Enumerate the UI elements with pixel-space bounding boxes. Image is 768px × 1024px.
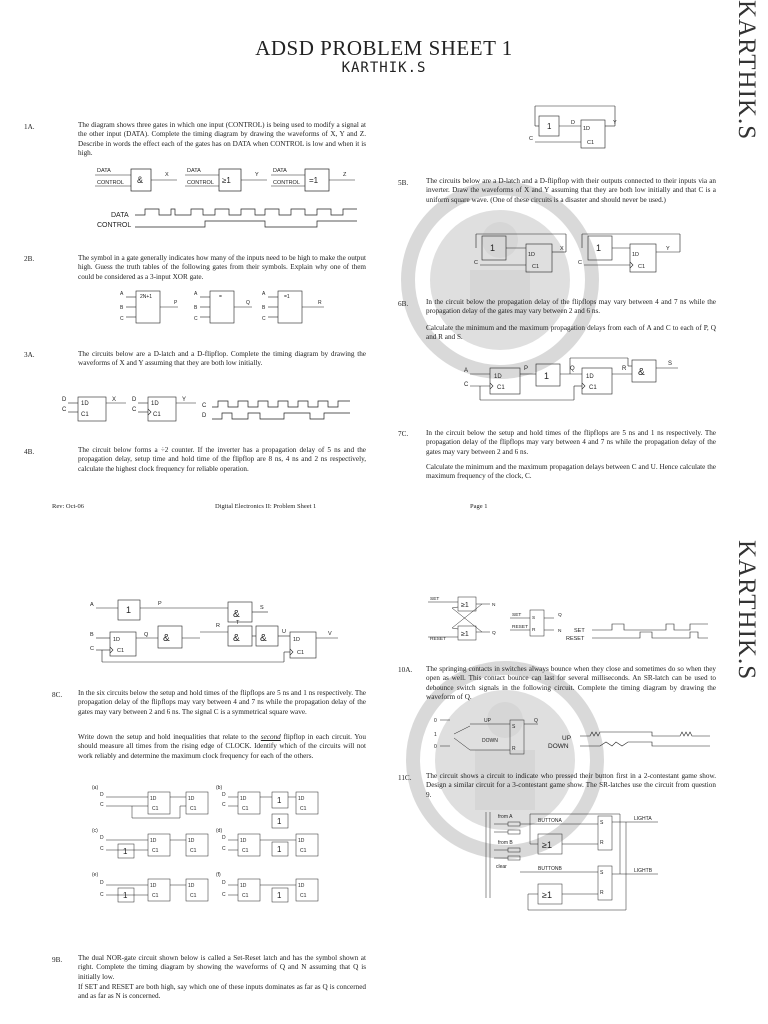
svg-text:≥1: ≥1 — [542, 890, 552, 900]
svg-text:R: R — [512, 746, 516, 752]
q5b-number: 5B. — [398, 179, 409, 187]
svg-text:≥1: ≥1 — [542, 840, 552, 850]
svg-text:LIGHTA: LIGHTA — [634, 816, 652, 822]
svg-text:1: 1 — [434, 732, 437, 738]
q4b-number: 4B. — [24, 448, 35, 456]
svg-text:1D: 1D — [81, 401, 89, 407]
q3a-text: The circuits below are a D-latch and a D-flipflop. Complete the timing diagram by drawing the waveforms of X and Y assuming that they are both low initially. — [78, 350, 366, 368]
svg-text:LIGHTB: LIGHTB — [634, 868, 653, 874]
svg-text:D: D — [100, 792, 104, 798]
svg-text:C1: C1 — [589, 385, 597, 391]
svg-text:A: A — [90, 602, 94, 608]
footer-center: Digital Electronics II: Problem Sheet 1 — [215, 503, 317, 510]
svg-text:2N+1: 2N+1 — [140, 294, 153, 300]
svg-text:S: S — [600, 870, 604, 876]
svg-text:Y: Y — [182, 397, 187, 403]
svg-text:A: A — [262, 291, 266, 297]
svg-text:1D: 1D — [528, 252, 536, 258]
svg-text:C: C — [202, 403, 207, 409]
q8c-six-circuits — [92, 784, 332, 914]
svg-text:A: A — [464, 368, 469, 374]
svg-text:RESET: RESET — [566, 636, 585, 642]
svg-text:1D: 1D — [632, 252, 640, 258]
svg-text:1D: 1D — [298, 796, 305, 802]
svg-text:C1: C1 — [117, 648, 125, 654]
svg-text:BUTTONA: BUTTONA — [538, 818, 562, 824]
svg-text:C1: C1 — [300, 806, 307, 812]
xor-gate-symbol: =1 — [309, 176, 319, 185]
svg-text:1: 1 — [277, 796, 282, 805]
svg-text:0: 0 — [434, 744, 437, 750]
svg-text:C: C — [474, 260, 478, 266]
q8c-number: 8C. — [52, 691, 63, 699]
svg-text:RESET: RESET — [430, 637, 446, 642]
svg-text:1D: 1D — [583, 126, 591, 132]
q6b-text2: Calculate the minimum and the maximum propagation delays from each of A and C to each of P, Q and R and S. — [426, 324, 716, 342]
label-x: X — [165, 172, 169, 178]
svg-text:P: P — [174, 300, 178, 306]
svg-text:C1: C1 — [300, 848, 307, 854]
svg-text:≥1: ≥1 — [461, 602, 469, 609]
svg-text:C: C — [222, 892, 226, 898]
svg-text:C1: C1 — [153, 412, 161, 418]
q11c-game-show-diagram — [480, 808, 700, 918]
svg-text:R: R — [600, 890, 604, 896]
svg-text:C1: C1 — [297, 650, 305, 656]
svg-text:R: R — [622, 366, 627, 372]
svg-text:P: P — [524, 366, 529, 372]
svg-text:C: C — [529, 136, 533, 142]
svg-text:C: C — [120, 316, 124, 322]
svg-text:1D: 1D — [150, 883, 157, 889]
svg-text:SET: SET — [574, 628, 585, 634]
svg-text:S: S — [532, 616, 536, 621]
svg-text:C1: C1 — [638, 264, 646, 270]
svg-text:1: 1 — [277, 845, 282, 854]
svg-text:D: D — [62, 397, 67, 403]
svg-text:&: & — [260, 633, 267, 644]
svg-text:A: A — [120, 291, 124, 297]
svg-text:1D: 1D — [240, 883, 247, 889]
svg-text:S: S — [600, 820, 604, 826]
svg-text:T: T — [236, 620, 240, 626]
svg-text:D: D — [100, 835, 104, 841]
timing-label-data: DATA — [111, 212, 129, 219]
side-label-top: KARTHIK.S — [733, 0, 760, 141]
svg-text:BUTTONB: BUTTONB — [538, 866, 562, 872]
svg-text:N: N — [558, 629, 562, 634]
svg-text:C1: C1 — [190, 806, 197, 812]
svg-text:C1: C1 — [190, 893, 197, 899]
svg-text:Q: Q — [558, 613, 562, 618]
svg-text:1D: 1D — [188, 883, 195, 889]
svg-text:1D: 1D — [240, 796, 247, 802]
svg-text:=: = — [219, 294, 222, 300]
svg-text:V: V — [328, 631, 332, 637]
svg-text:C1: C1 — [300, 893, 307, 899]
svg-text:DOWN: DOWN — [482, 738, 498, 744]
svg-text:UP: UP — [484, 718, 491, 724]
q1a-text: The diagram shows three gates in which one input (CONTROL) is being used to modify a signal at the other input (DATA). Complete the timing diagram by drawing the waveforms of X, Y and Z. Describe in words the effect each of the gates has on DATA when CONTROL is low and when it is high. — [78, 121, 366, 158]
svg-text:1: 1 — [544, 371, 550, 381]
svg-text:C1: C1 — [81, 412, 89, 418]
svg-text:1D: 1D — [188, 838, 195, 844]
svg-text:1: 1 — [547, 122, 552, 131]
svg-text:D: D — [202, 413, 207, 419]
svg-text:B: B — [194, 305, 198, 311]
svg-text:C1: C1 — [242, 893, 249, 899]
svg-text:S: S — [668, 361, 673, 367]
q6b-text: In the circuit below the propagation delay of the flipflops may vary between 4 and 7 ns while the propagation delay of the gates may vary between 2 and 6 ns. — [426, 298, 716, 316]
svg-text:C: C — [100, 846, 104, 852]
q3a-diagram — [60, 393, 360, 425]
page-title: ADSD PROBLEM SHEET 1 — [255, 36, 513, 60]
college-seal-watermark — [400, 180, 600, 380]
svg-text:R: R — [318, 300, 322, 306]
svg-text:from A: from A — [498, 814, 513, 820]
q8c-text2: Write down the setup and hold inequalities that relate to the second flipflop in each circuit. You should measure all times from the rising edge of CLOCK. Identify which of the circuits will not work reliably and determine the maximum clock frequency for each of the others. — [78, 733, 366, 760]
svg-text:CONTROL: CONTROL — [187, 180, 214, 186]
q2b-number: 2B. — [24, 255, 35, 263]
q4b-text: The circuit below forms a ÷2 counter. If the inverter has a propagation delay of 5 ns and the propagation delay, setup time and hold time of the flipflop are 8 ns, 4 ns and 2 ns respectively, calculate the highest clock frequency for reliable operation. — [78, 446, 366, 473]
q6b-number: 6B. — [398, 300, 409, 308]
q6b-diagram — [460, 356, 690, 406]
svg-text:X: X — [560, 246, 564, 252]
svg-text:C: C — [62, 407, 67, 413]
svg-text:D: D — [222, 792, 226, 798]
svg-text:D: D — [132, 397, 137, 403]
svg-text:D: D — [100, 880, 104, 886]
svg-text:1D: 1D — [151, 401, 159, 407]
q9b-text: The dual NOR-gate circuit shown below is called a Set-Reset latch and has the symbol shown at right. Complete the timing diagram by showing the waveforms of Q and N assuming that Q is initially low. — [78, 954, 366, 981]
label-y: Y — [255, 172, 259, 178]
svg-text:C: C — [132, 407, 137, 413]
svg-text:(f): (f) — [216, 872, 221, 878]
svg-text:Q: Q — [144, 632, 149, 638]
svg-text:Q: Q — [570, 366, 575, 372]
label-data: DATA — [97, 168, 111, 174]
svg-text:S: S — [512, 724, 516, 730]
q5b-text: The circuits below are a D-latch and a D-flipflop with their outputs connected to their inputs via an inverter. Draw the waveforms of X and Y assuming that they are both low initially and that C is a uniform square wave. (One of these circuits is a disaster and should never be used.) — [426, 177, 716, 204]
svg-text:1D: 1D — [298, 883, 305, 889]
svg-text:1D: 1D — [494, 374, 502, 380]
svg-text:D: D — [571, 120, 575, 126]
svg-text:clear: clear — [496, 864, 507, 870]
side-label-bottom: KARTHIK.S — [733, 540, 760, 681]
svg-text:(a): (a) — [92, 785, 99, 791]
author-name: KARTHIK.S — [341, 60, 427, 76]
svg-text:C: C — [262, 316, 266, 322]
svg-text:=1: =1 — [284, 294, 290, 300]
svg-text:R: R — [600, 840, 604, 846]
svg-text:DATA: DATA — [187, 168, 201, 174]
svg-text:1D: 1D — [150, 838, 157, 844]
q2b-gate-diagram — [118, 288, 348, 328]
q9b-number: 9B. — [52, 956, 63, 964]
svg-text:from B: from B — [498, 840, 513, 846]
q3a-number: 3A. — [24, 351, 35, 359]
svg-text:Q: Q — [246, 300, 250, 306]
and-gate-symbol: & — [137, 175, 144, 185]
svg-text:C1: C1 — [532, 264, 540, 270]
svg-text:C1: C1 — [152, 893, 159, 899]
svg-text:N: N — [492, 603, 496, 608]
q7c-circuit-diagram — [88, 596, 343, 666]
svg-text:1: 1 — [123, 847, 128, 856]
svg-text:SET: SET — [430, 597, 440, 602]
svg-text:DATA: DATA — [273, 168, 287, 174]
svg-text:B: B — [120, 305, 124, 311]
q7c-number: 7C. — [398, 430, 409, 438]
svg-text:Y: Y — [613, 120, 617, 126]
svg-text:C: C — [194, 316, 198, 322]
svg-text:RESET: RESET — [512, 625, 528, 630]
q10a-debounce-diagram — [430, 714, 720, 762]
svg-text:1D: 1D — [113, 637, 121, 643]
svg-text:R: R — [532, 628, 536, 633]
svg-text:C1: C1 — [587, 140, 595, 146]
svg-text:A: A — [194, 291, 198, 297]
svg-text:D: D — [222, 880, 226, 886]
debounce-down-label: DOWN — [548, 743, 569, 750]
svg-text:1: 1 — [277, 891, 282, 900]
svg-text:C: C — [100, 802, 104, 808]
svg-text:1D: 1D — [188, 796, 195, 802]
svg-text:1: 1 — [126, 605, 132, 615]
label-control: CONTROL — [97, 180, 124, 186]
svg-text:S: S — [260, 605, 264, 611]
svg-text:1: 1 — [123, 891, 128, 900]
svg-text:1D: 1D — [150, 796, 157, 802]
q2b-text: The symbol in a gate generally indicates how many of the inputs need to be high to make the output high. Guess the truth tables of the following gates from their symbols. Explain why one of them could be considered as a 3-input XOR gate. — [78, 254, 366, 281]
svg-text:1: 1 — [596, 243, 602, 253]
svg-text:C: C — [100, 892, 104, 898]
debounce-up-label: UP — [562, 735, 572, 742]
svg-text:&: & — [233, 633, 240, 644]
svg-text:B: B — [90, 632, 94, 638]
svg-text:Y: Y — [666, 246, 670, 252]
svg-text:X: X — [112, 397, 117, 403]
svg-text:1D: 1D — [298, 838, 305, 844]
q10a-text: The springing contacts in switches always bounce when they close and sometimes do so when they open as well. This contact bounce can last for several milliseconds. An SR-latch can be used to debounce switch signals in the following circuit. Complete the timing diagram by drawing the waveform of Q. — [426, 665, 716, 702]
svg-text:1D: 1D — [240, 838, 247, 844]
q10a-number: 10A. — [398, 666, 413, 674]
svg-text:C1: C1 — [152, 806, 159, 812]
q5b-diagram — [470, 230, 710, 280]
q8c-text: In the six circuits below the setup and hold times of the flipflops are 5 ns and 1 ns respectively. The propagation delay of the flipflops may vary between 4 and 7 ns while the propagation delay of the gates may vary between 2 and 6 ns. The signal C is a symmetrical square wave. — [78, 689, 366, 716]
svg-text:&: & — [233, 609, 240, 620]
svg-text:C1: C1 — [190, 848, 197, 854]
svg-text:&: & — [638, 367, 645, 378]
q11c-text: The circuit shows a circuit to indicate who pressed their button first in a 2-contestant game show. Design a similar circuit for a 3-contestant game show. The SR-latches use the circuit from question 9. — [426, 772, 716, 799]
svg-text:1D: 1D — [586, 374, 594, 380]
q4b-counter-diagram — [525, 100, 635, 154]
timing-label-control: CONTROL — [97, 222, 132, 229]
svg-text:0: 0 — [434, 718, 437, 724]
q7c-text: In the circuit below the setup and hold times of the flipflops are 5 ns and 1 ns respectively. The propagation delay of the flipflops may vary between 4 and 7 ns while the propagation delay of the gates may vary between 2 and 6 ns. — [426, 429, 716, 456]
q11c-number: 11C. — [398, 774, 412, 782]
svg-text:(d): (d) — [216, 828, 223, 834]
svg-text:C: C — [222, 802, 226, 808]
svg-text:C: C — [222, 846, 226, 852]
q1a-number: 1A. — [24, 123, 35, 131]
q9b-text2: If SET and RESET are both high, say which one of these inputs dominates as far as Q is concerned and as far as N is concerned. — [78, 983, 366, 1001]
svg-text:B: B — [262, 305, 266, 311]
svg-text:≥1: ≥1 — [461, 631, 469, 638]
svg-text:P: P — [158, 601, 162, 607]
svg-text:1: 1 — [277, 817, 282, 826]
svg-text:&: & — [163, 633, 170, 644]
svg-text:C: C — [578, 260, 582, 266]
q7c-text2: Calculate the minimum and the maximum propagation delays between C and U. Hence calculate the maximum frequency of the clock, C. — [426, 463, 716, 481]
label-z: Z — [343, 172, 347, 178]
svg-text:C1: C1 — [152, 848, 159, 854]
svg-text:(e): (e) — [92, 872, 99, 878]
svg-text:R: R — [216, 623, 220, 629]
footer-page: Page 1 — [470, 503, 488, 510]
q9b-sr-latch-diagram — [426, 594, 716, 644]
svg-text:C: C — [464, 382, 469, 388]
svg-text:CONTROL: CONTROL — [273, 180, 300, 186]
svg-text:(c): (c) — [92, 828, 98, 834]
svg-text:1: 1 — [490, 243, 496, 253]
svg-text:D: D — [222, 835, 226, 841]
footer-rev: Rev: Oct-06 — [52, 503, 84, 510]
svg-text:C1: C1 — [497, 385, 505, 391]
svg-text:Q: Q — [492, 631, 496, 636]
svg-text:C1: C1 — [242, 806, 249, 812]
q1a-gate-diagram — [95, 165, 365, 235]
svg-text:SET: SET — [512, 613, 522, 618]
svg-text:Q: Q — [534, 718, 538, 724]
svg-text:U: U — [282, 629, 286, 635]
or-gate-symbol: ≥1 — [222, 176, 231, 185]
svg-text:1D: 1D — [293, 637, 301, 643]
svg-text:(b): (b) — [216, 785, 223, 791]
svg-text:C1: C1 — [242, 848, 249, 854]
svg-text:C: C — [90, 646, 94, 652]
